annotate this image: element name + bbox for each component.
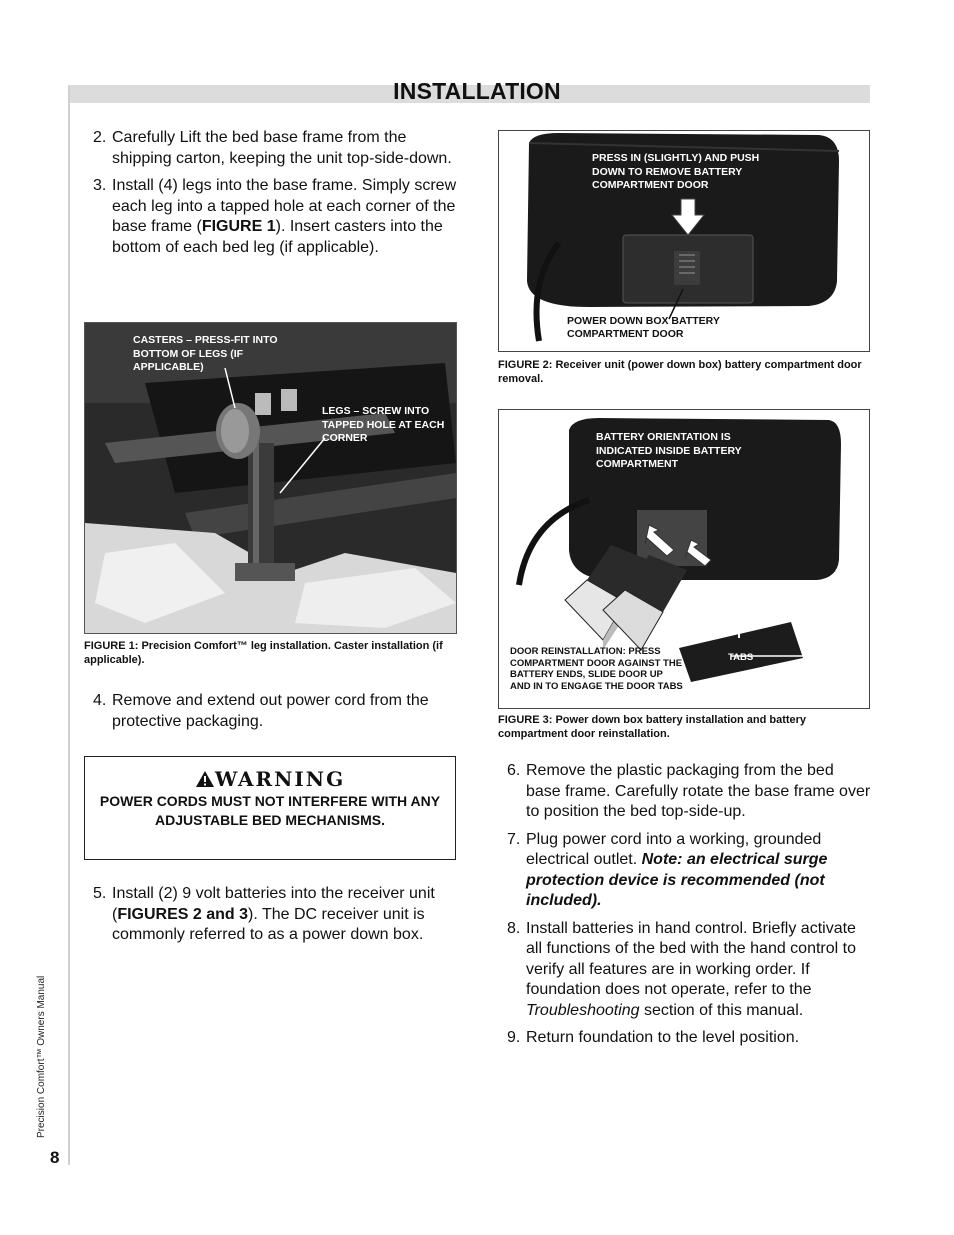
callout-legs: LEGS – SCREW INTO TAPPED HOLE AT EACH CORNER: [322, 405, 445, 444]
troubleshooting-ref: Troubleshooting: [526, 1001, 640, 1019]
page-number: 8: [50, 1148, 60, 1167]
callout-press-door: PRESS IN (SLIGHTLY) AND PUSH DOWN TO REMOVE BATTERY COMPARTMENT DOOR: [592, 152, 760, 191]
step-number: 4.: [93, 692, 107, 709]
step-7: [507, 830, 872, 912]
figure-3-photo: [498, 409, 870, 709]
step-4: [93, 691, 458, 732]
step-number: 8.: [507, 919, 521, 937]
step-text-part: Install (2) 9 volt batteries into the receiver unit (: [112, 885, 435, 923]
figure-2-photo: [498, 130, 870, 352]
step-number: 6.: [507, 762, 521, 779]
step-text: [112, 176, 458, 258]
step-3: [93, 176, 458, 258]
step-text: Remove and extend out power cord from the protective packaging.: [112, 692, 429, 730]
caption-label: FIGURE 1: [84, 640, 135, 652]
warning-title-text: WARNING: [214, 767, 346, 791]
caption-label: FIGURE 2: [498, 359, 549, 371]
step-number: 3.: [93, 177, 107, 194]
step-text: Remove the plastic packaging from the bed base frame. Carefully rotate the base frame over to position the bed top-side-up.: [526, 762, 871, 820]
callout-casters: CASTERS – PRESS-FIT INTO BOTTOM OF LEGS (IF APPLICABLE): [133, 334, 278, 373]
step-number: 5.: [93, 885, 107, 902]
step-text: [526, 830, 872, 912]
page-title: INSTALLATION: [393, 78, 561, 104]
page-margin-rule: [68, 85, 70, 1165]
step-5: [93, 884, 458, 946]
manual-side-title: Precision Comfort™ Owners Manual: [36, 975, 47, 1138]
figure-2-caption: [498, 358, 870, 386]
figure-1-caption: [84, 639, 459, 667]
step-text-part: Plug power cord into a working, grounded electrical outlet.: [526, 830, 822, 868]
step-number: 7.: [507, 830, 521, 848]
step-2: [93, 128, 458, 169]
step-text-part: Install batteries in hand control. Briefly activate all functions of the bed with the hand control to verify all features are in working order. If foundation does not operate, refer to the: [526, 919, 856, 998]
figure-3-caption: [498, 713, 870, 741]
callout-tabs: TABS: [728, 652, 754, 663]
step-8: [507, 919, 872, 1022]
figure-1-photo: [84, 322, 457, 634]
step-text: Carefully Lift the bed base frame from the shipping carton, keeping the unit top-side-down.: [112, 129, 452, 167]
step-text-part: section of this manual.: [639, 1001, 804, 1019]
steps-block-1: [93, 128, 458, 258]
caption-text: : Receiver unit (power down box) battery compartment door removal.: [498, 359, 862, 385]
step-text: Return foundation to the level position.: [526, 1029, 800, 1046]
step-text-part: ). Insert casters into the bottom of each bed leg (if applicable).: [112, 218, 443, 256]
warning-box: [84, 756, 456, 860]
steps-block-3: [93, 884, 458, 946]
step-6: [507, 761, 872, 823]
step-note: Note: an electrical surge protection device is recommended (not included).: [526, 851, 828, 909]
step-9: [507, 1028, 872, 1049]
step-number: 9.: [507, 1029, 521, 1046]
figure-ref: FIGURES 2 and 3: [117, 905, 249, 923]
steps-block-right: [507, 761, 872, 1049]
caption-text: : Power down box battery installation and battery compartment door reinstallation.: [498, 714, 807, 740]
caption-text: : Precision Comfort™ leg installation. Caster installation (if applicable).: [84, 640, 443, 666]
step-text: [526, 919, 872, 1022]
callout-reinstallation: DOOR REINSTALLATION: PRESS COMPARTMENT DOOR AGAINST THE BATTERY ENDS, SLIDE DOOR UP AND IN TO ENGAGE THE DOOR TABS: [510, 646, 683, 692]
step-text-part: ). The DC receiver unit is commonly referred to as a power down box.: [112, 905, 425, 943]
step-text-part: Install (4) legs into the base frame. Simply screw each leg into a tapped hole at each corner of the base frame (: [112, 177, 457, 235]
warning-body: POWER CORDS MUST NOT INTERFERE WITH ANY ADJUSTABLE BED MECHANISMS.: [99, 793, 441, 828]
callout-compartment-door: POWER DOWN BOX BATTERY COMPARTMENT DOOR: [567, 315, 720, 340]
steps-block-2: [93, 691, 458, 732]
caption-label: FIGURE 3: [498, 714, 549, 726]
warning-title: [85, 767, 455, 791]
callout-orientation: BATTERY ORIENTATION IS INDICATED INSIDE BATTERY COMPARTMENT: [596, 431, 742, 470]
step-number: 2.: [93, 129, 107, 146]
warning-triangle-icon: [195, 770, 215, 788]
step-text: [112, 884, 458, 946]
figure-ref: FIGURE 1: [201, 218, 276, 235]
